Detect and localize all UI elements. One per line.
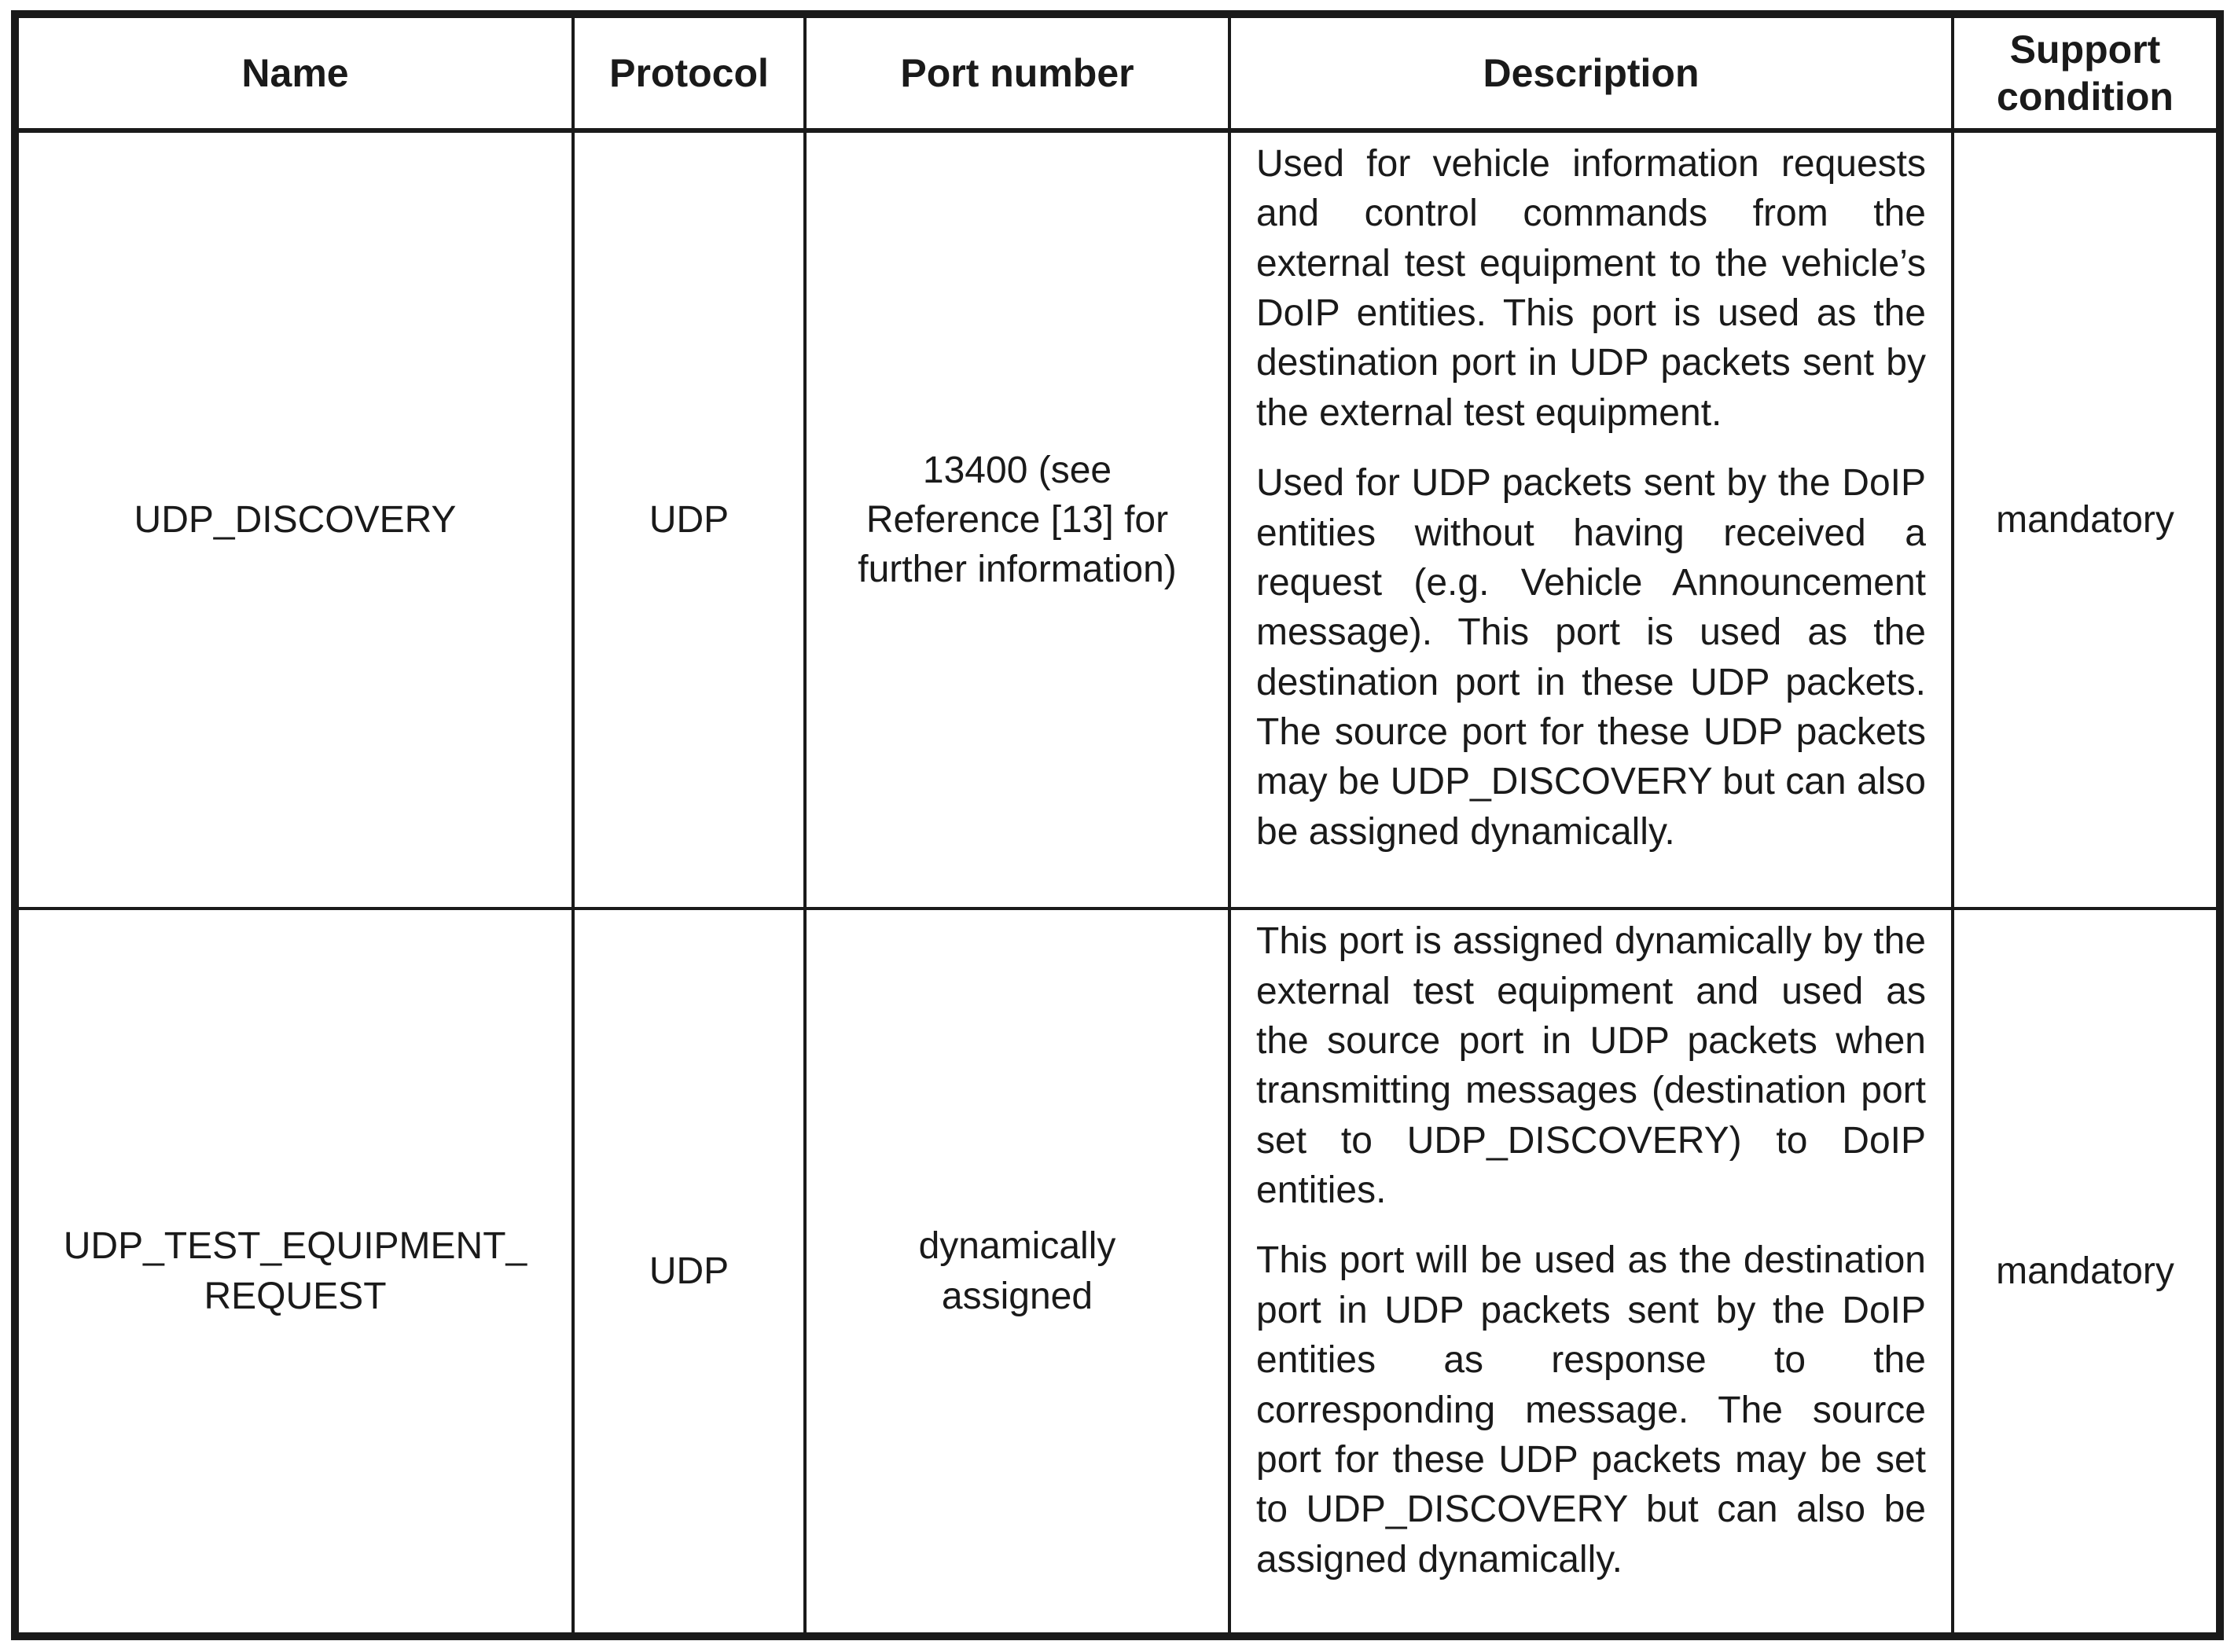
cell-port-number: dynamically assigned: [805, 909, 1229, 1636]
header-port-number: Port number: [805, 14, 1229, 130]
header-support-condition: Support condition: [1953, 14, 2220, 130]
table-header: [15, 14, 2220, 130]
cell-description: [1229, 909, 1953, 1636]
cell-name: UDP_DISCOVERY: [15, 130, 573, 909]
table-row-udp-discovery: [15, 130, 2220, 909]
header-protocol: Protocol: [573, 14, 805, 130]
description-paragraph: Used for UDP packets sent by the DoIP entities without having received a request (e.g. Vehicle Announcement message). This port is used as the destination port in these UDP packets. The source port for these UDP packets may be UDP_DISCOVERY but can also be assigned dynamically.: [1256, 462, 1926, 853]
table-body: [15, 130, 2220, 1636]
document-page: [11, 10, 2216, 1642]
cell-support-condition: mandatory: [1953, 909, 2220, 1636]
description-paragraph: This port will be used as the destination port in UDP packets sent by the DoIP entities as response to the corresponding message. The source port for these UDP packets may be set to UDP_DISCOVERY but can also be assigned dynamically.: [1256, 1239, 1926, 1580]
header-name: Name: [15, 14, 573, 130]
cell-name: UDP_TEST_EQUIPMENT_​REQUEST: [15, 909, 573, 1636]
description-paragraph: This port is assigned dynamically by the external test equipment and used as the source port in UDP packets when transmitting messages (destination port set to UDP_​DISCOVERY) to DoIP entities.: [1256, 920, 1926, 1212]
table-row-udp-test-equipment-request: [15, 909, 2220, 1636]
udp-ports-table: [11, 10, 2224, 1640]
cell-protocol: UDP: [573, 909, 805, 1636]
header-row: [15, 14, 2220, 130]
cell-support-condition: mandatory: [1953, 130, 2220, 909]
cell-port-number: 13400 (see Reference [13] for further information): [805, 130, 1229, 909]
cell-protocol: UDP: [573, 130, 805, 909]
cell-description: [1229, 130, 1953, 909]
header-description: Description: [1229, 14, 1953, 130]
description-paragraph: Used for vehicle information requests and control commands from the external test equipment to the vehicle’s DoIP entities. This port is used as the destination port in UDP packets sent by the external test equipment.: [1256, 143, 1926, 434]
